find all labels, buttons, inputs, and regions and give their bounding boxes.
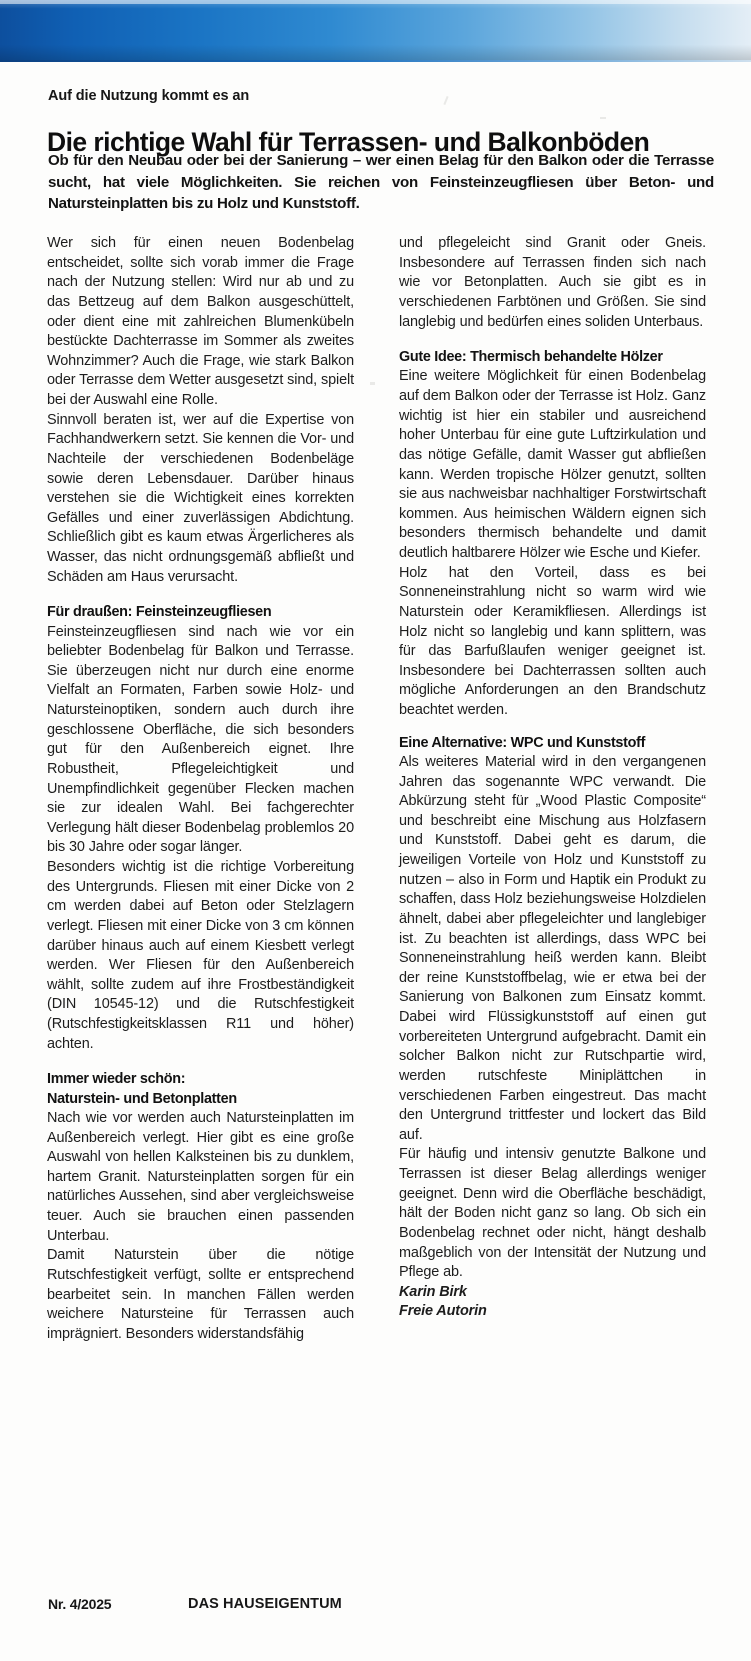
footer-publication-name: DAS HAUSEIGENTUM <box>188 1596 342 1612</box>
paragraph-left-4: Besonders wichtig ist die richtige Vorbereitung des Untergrunds. Fliesen mit einer Dicke von 2 cm werden dabei auf Beton oder Stelzlagern verlegt. Fliesen mit einer Dicke von 3 cm können darüber hinaus auch auf einem Kiesbett verlegt werden. Wer Fliesen für den Außenbereich wählt, sollte zudem auf ihre Frostbeständigkeit (DIN 10545-12) und die Rutschfestigkeit (Rutschfestigkeitsklassen R11 und höher) achten. <box>47 859 354 1052</box>
paragraph-left-3: Feinsteinzeugfliesen sind nach wie vor ein beliebter Bodenbelag für Balkon und Terrasse. Sie überzeugen nicht nur durch eine enorme Vielfalt an Formaten, Farben sowie Holz- und Natursteinoptiken, sondern auch durch ihre geschlossene Oberfläche, die sich besonders gut für den Außenbereich eignet. Ihre Robustheit, Pflegeleichtigkeit und Unempfindlichkeit gegenüber Flecken machen sie zur idealen Wahl. Bei fachgerechter Verlegung hält dieser Bodenbelag problemlos 20 bis 30 Jahre oder sogar länger. <box>47 623 354 856</box>
paragraph-right-5: Für häufig und intensiv genutzte Balkone und Terrassen ist dieser Belag allerdings weniger geeignet. Denn wird die Oberfläche beschädigt, hält der Boden nicht ganz so lang. Ob sich ein Bodenbelag rechnet oder nicht, hängt deshalb maßgeblich von der Intensität der Nutzung und Pflege ab. <box>399 1146 706 1281</box>
subheading-naturstein-line2: Naturstein- und Betonplatten <box>47 1090 237 1107</box>
paragraph-right-3: Holz hat den Vorteil, dass es bei Sonneneinstrahlung nicht so warm wird wie Naturstein oder Keramikfliesen. Allerdings ist Holz nicht so langlebig und kann splittern, was für das Barfußlaufen weniger geeignet ist. Insbesondere bei Dachterrassen sollten auch mögliche Anforderungen an den Brandschutz beachtet werden. <box>399 564 706 719</box>
body-column-left <box>47 234 354 1594</box>
subheading-naturstein-line1: Immer wieder schön: <box>47 1071 186 1088</box>
footer-issue-number: Nr. 4/2025 <box>48 1596 112 1612</box>
paragraph-left-2: Sinnvoll beraten ist, wer auf die Expertise von Fachhandwerkern setzt. Sie kennen die Vor- und Nachteile der verschiedenen Bodenbeläge sowie deren Lebensdauer. Darüber hinaus verstehen sie die Wichtigkeit eines korrekten Gefälles und einer zuverlässigen Abdichtung. Schließlich gibt es kaum etwas Ärgerlicheres als Wasser, das nicht ordnungsgemäß abfließt und Schäden am Haus verursacht. <box>47 411 354 585</box>
subheading-feinsteinzeug: Für draußen: Feinsteinzeugfliesen <box>47 604 272 621</box>
paragraph-left-6: Damit Naturstein über die nötige Rutschfestigkeit verfügt, sollte er entsprechend bearbeitet sein. In manchen Fällen werden weichere Natursteine für Terrassen auch imprägniert. Besonders widerstandsfähig <box>47 1247 354 1342</box>
section-gap <box>399 332 706 348</box>
author-name: Karin Birk <box>399 1283 467 1300</box>
banner-highlight-edge <box>0 0 751 4</box>
paragraph-right-2: Eine weitere Möglichkeit für einen Bodenbelag auf dem Balkon oder der Terrasse ist Holz. Ganz wichtig ist hier ein stabiler und ausreichend hoher Unterbau für eine gute Luftzirkulation und das nötige Gefälle, damit Wasser gut abfließen kann. Werden tropische Hölzer genutzt, sollten sie aus nachweisbar nachhaltiger Forstwirtschaft kommen. Aus heimischen Wäldern eignen sich besonders thermisch behandelte und damit deutlich haltbarere Hölzer wie Esche und Kiefer. <box>399 368 706 562</box>
article-page <box>0 62 751 1661</box>
section-gap <box>47 1054 354 1070</box>
author-role: Freie Autorin <box>399 1303 487 1320</box>
scan-speck <box>600 117 606 119</box>
page-footer <box>0 1596 751 1636</box>
paragraph-right-4: Als weiteres Material wird in den vergangenen Jahren das sogenannte WPC verwandt. Die Abkürzung steht für „Wood Plastic Composite“ und beschreibt eine Mischung aus Holzfasern und Kunststoff. Dabei geht es darum, die jeweiligen Vorteile von Holz und Kunststoff zu nutzen – also in Form und Haptik ein Produkt zu schaffen, dass Holz beziehungsweise Holzdielen ähnelt, dabei aber pflegeleichter und langlebiger ist. Zu beachten ist allerdings, dass WPC bei Sonneneinstrahlung heiß werden kann. Bleibt der reine Kunststoffbelag, wie er etwa bei der Sanierung von Balkonen zum Einsatz kommt. Dabei wird Flüssigkunststoff auf einen gut vorbereiteten Untergrund aufgebracht. Damit ein solcher Balkon nicht zur Rutschpartie wird, werden rutschfeste Miniplättchen in verschiedenen Farben eingestreut. Das macht den Untergrund trittfester und lockert das Bild auf. <box>399 753 706 1143</box>
article-body-columns <box>47 234 706 1594</box>
body-column-right <box>399 234 706 1594</box>
page-title: Die richtige Wahl für Terrassen- und Balkonböden <box>47 126 650 157</box>
section-gap <box>399 721 706 734</box>
article-standfirst: Ob für den Neubau oder bei der Sanierung – wer einen Belag für den Balkon oder die Terrasse sucht, hat viele Möglichkeiten. Sie reichen von Feinsteinzeugfliesen über Beton- und Natursteinplatten bis zu Holz und Kunststoff. <box>48 152 714 213</box>
paragraph-left-1: Wer sich für einen neuen Bodenbelag entscheidet, sollte sich vorab immer die Frage nach der Nutzung stellen: Wird nur ab und zu das Bettzeug auf dem Balkon ausgeschüttelt, oder dient eine mit zahlreichen Blumenkübeln bestückte Dachterrasse im Sommer als zweites Wohnzimmer? Auch die Frage, wie stark Balkon oder Terrasse dem Wetter ausgesetzt sind, spielt bei der Auswahl eine Rolle. <box>47 235 354 408</box>
section-gap <box>47 587 354 603</box>
top-blue-banner <box>0 0 751 62</box>
subheading-wpc: Eine Alternative: WPC und Kunststoff <box>399 734 646 751</box>
subheading-hoelzer: Gute Idee: Thermisch behandelte Hölzer <box>399 349 663 366</box>
paragraph-left-5: Nach wie vor werden auch Natursteinplatten im Außenbereich verlegt. Hier gibt es eine große Auswahl von hellen Kalksteinen bis zu dunklem, hartem Granit. Natursteinplatten sorgen für ein natürliches Aussehen, sind aber vergleichsweise teuer. Auch sie brauchen einen passenden Unterbau. <box>47 1109 354 1244</box>
paragraph-right-1: und pflegeleicht sind Granit oder Gneis. Insbesondere auf Terrassen finden sich nach wie vor Betonplatten. Auch sie gibt es in verschiedenen Farbtönen und Größen. Sie sind langlebig und bedürfen eines soliden Unterbaus. <box>399 235 706 330</box>
article-kicker: Auf die Nutzung kommt es an <box>48 88 250 104</box>
